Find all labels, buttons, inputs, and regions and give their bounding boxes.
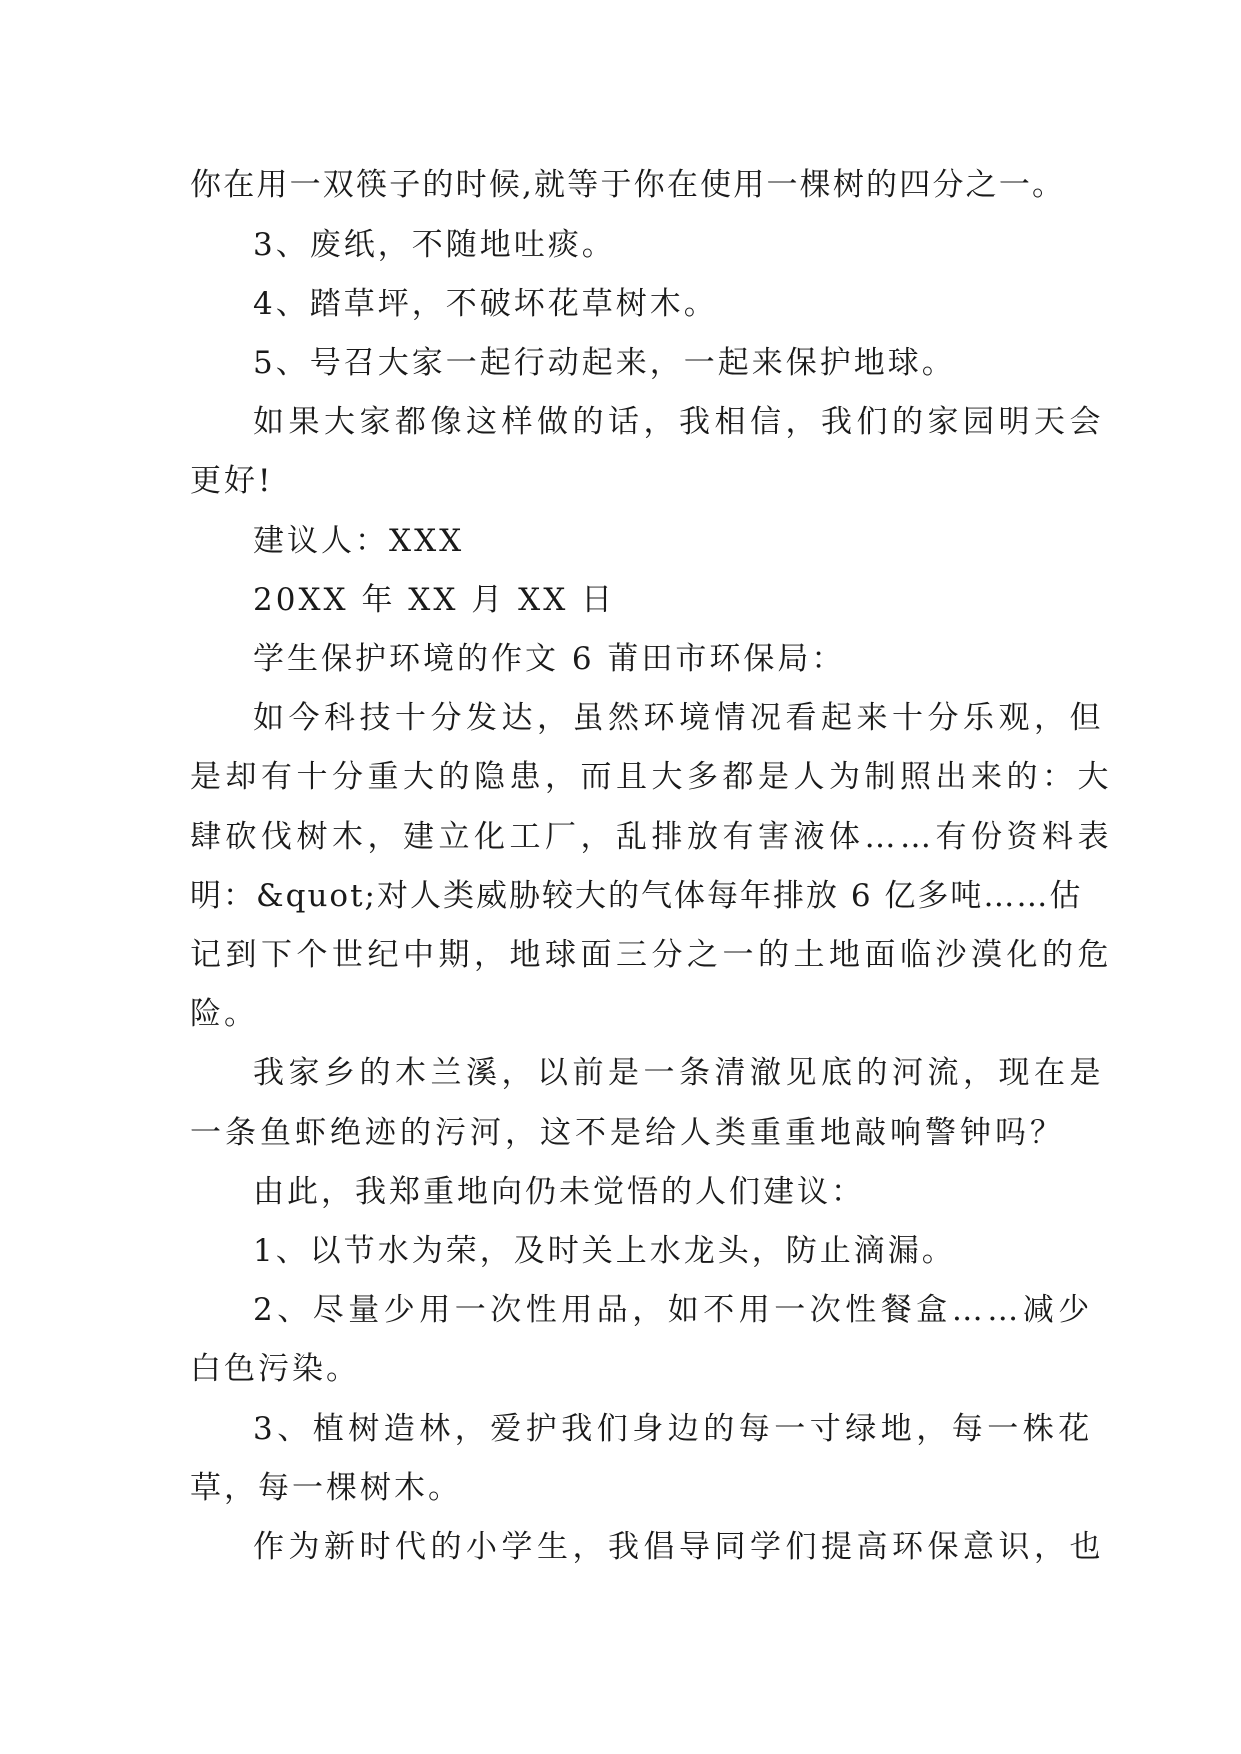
text-line: 4、踏草坪，不破坏花草树木。 — [253, 286, 718, 322]
text-line: 作为新时代的小学生，我倡导同学们提高环保意识，也 — [253, 1529, 1105, 1565]
text-line: 5、号召大家一起行动起来，一起来保护地球。 — [253, 345, 956, 381]
text-line: 草，每一棵树木。 — [190, 1470, 462, 1506]
text-line: 明：&quot;对人类威胁较大的气体每年排放 6 亿多吨……估 — [190, 878, 1083, 914]
list-item: 3、植树造林，爱护我们身边的每一寸绿地，每一株花 — [253, 1411, 1094, 1447]
section-heading: 学生保护环境的作文 6 莆田市环保局： — [253, 641, 846, 677]
text-line: 如今科技十分发达，虽然环境情况看起来十分乐观，但 — [253, 700, 1105, 736]
signature-line: 建议人：XXX — [253, 523, 465, 559]
text-line: 由此，我郑重地向仍未觉悟的人们建议： — [253, 1174, 865, 1210]
text-line: 肆砍伐树木，建立化工厂，乱排放有害液体……有份资料表 — [190, 819, 1113, 855]
text-line: 更好! — [190, 463, 274, 499]
text-line: 你在用一双筷子的时候,就等于你在使用一棵树的四分之一。 — [190, 167, 1066, 203]
text-line: 如果大家都像这样做的话，我相信，我们的家园明天会 — [253, 404, 1105, 440]
text-line: 白色污染。 — [190, 1351, 360, 1387]
text-line: 3、废纸，不随地吐痰。 — [253, 227, 616, 263]
date-line: 20XX 年 XX 月 XX 日 — [253, 582, 616, 618]
text-line: 一条鱼虾绝迹的污河，这不是给人类重重地敲响警钟吗？ — [190, 1115, 1065, 1151]
list-item: 2、尽量少用一次性用品，如不用一次性餐盒……减少 — [253, 1292, 1094, 1328]
text-line: 是却有十分重大的隐患，而且大多都是人为制照出来的：大 — [190, 759, 1113, 795]
list-item: 1、以节水为荣，及时关上水龙头，防止滴漏。 — [253, 1233, 956, 1269]
text-line: 记到下个世纪中期，地球面三分之一的土地面临沙漠化的危 — [190, 937, 1113, 973]
text-line: 我家乡的木兰溪，以前是一条清澈见底的河流，现在是 — [253, 1055, 1105, 1091]
text-line: 险。 — [190, 996, 258, 1032]
